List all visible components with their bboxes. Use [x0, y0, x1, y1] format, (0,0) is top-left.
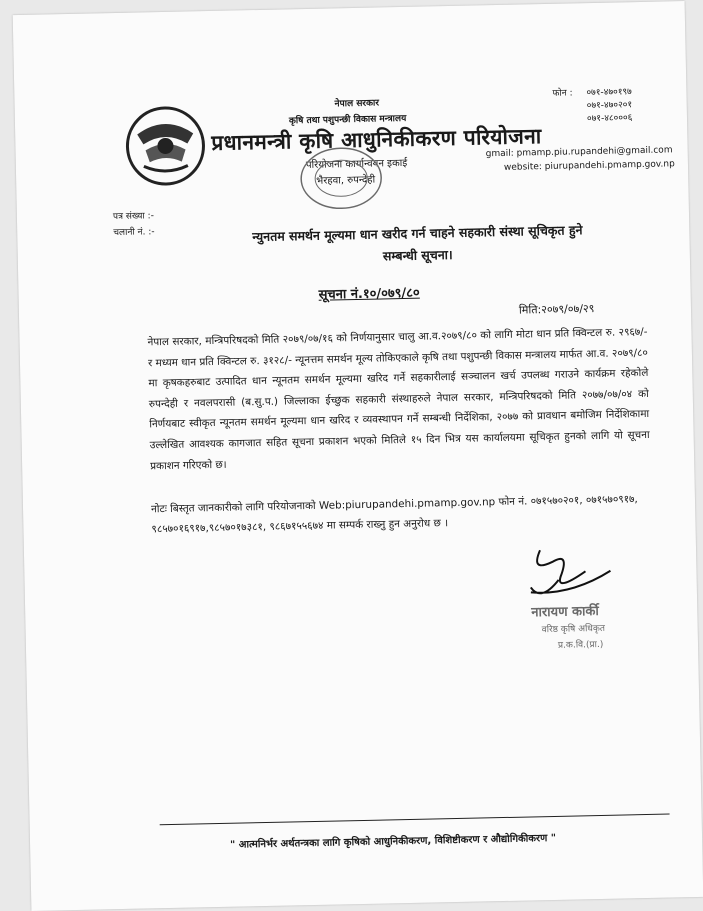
email-address: gmail: pmamp.piu.rupandehi@gmail.com	[485, 145, 673, 160]
ministry-name: कृषि तथा पशुपन्छी विकास मन्त्रालय	[288, 113, 407, 127]
signatory-designation: वरिष्ठ कृषि अधिकृत	[541, 623, 606, 636]
notice-number: सूचना नं.१०/०७९/८०	[318, 285, 420, 303]
notice-note: नोटः बिस्तृत जानकारीको लागि परियोजनाको Web:piurupandehi.pmamp.gov.np फोन नं. ०७१५७०२०१, ०७१५७०९१७, ९८५७०१६९१७,९८५७०१७३८१, ९८६७१५५६७४ मा सम्पर्क राख्नु हुन अनुरोध छ ।	[150, 493, 638, 536]
subject-line: न्युनतम समर्थन मूल्यमा धान खरीद गर्न चाहने सहकारी संस्था सूचिकृत हुने	[252, 222, 583, 245]
notice-subject	[207, 218, 628, 271]
letter-number-label: पत्र संख्या :-	[112, 211, 155, 223]
footer-slogan: " आत्मनिर्भर अर्थतन्त्रका लागि कृषिको आधुनिकीकरण, विशिष्टीकरण र औद्योगिकीकरण "	[230, 832, 557, 851]
signatory-name: नारायण कार्की	[531, 603, 599, 621]
implementation-unit: परियोजना कार्यान्वयन इकाई	[305, 157, 408, 172]
project-title: प्रधानमन्त्री कृषि आधुनिकीकरण परियोजना	[211, 124, 542, 155]
office-location: भैरहवा, रुपन्देही	[316, 174, 376, 187]
letter-page	[13, 1, 703, 911]
dispatch-number-label: चलानी नं. :-	[113, 227, 155, 239]
office-stamp	[285, 135, 397, 217]
signatory-office: प्र.क.वि.(प्रा.)	[557, 639, 604, 651]
government-name: नेपाल सरकार	[334, 98, 380, 110]
phone-number: ०७१-४७०२०१	[586, 100, 633, 112]
website-address: website: piurupandehi.pmamp.gov.np	[503, 159, 675, 173]
subject-line: सम्बन्धी सूचना।	[382, 246, 453, 264]
notice-date: मिति:२०७९/०७/२९	[518, 302, 595, 317]
phone-number: ०७१-४७०१९७	[586, 87, 632, 99]
notice-body: नेपाल सरकार, मन्त्रिपरिषदको मिति २०७९/०७/१६ को निर्णयानुसार चालु आ.व.२०७९/८० को लागि मोटा धान प्रति क्विन्टल रु. २९६७/- र मध्यम धान प्रति क्विन्टल रु. ३१२८/- न्यूनत्तम समर्थन मूल्य तोकिएकाले कृषि तथा पशुपन्छी विकास मन्त्रालय मार्फत आ.व. २०७९/८० मा कृषकहरुबाट उत्पादित धान न्यूनतम समर्थन मूल्यमा खरिद गर्ने सहकारीलाई सञ्चालन खर्च उपलब्ध गराउने कार्यक्रम रहेकोले रुपन्देही र नवलपरासी (ब.सु.प.) जिल्लाका ईच्छुक सहकारी संस्थाहरुले नेपाल सरकार, मन्त्रिपरिषदको मिति २०७७/०७/०४ को निर्णयबाट स्वीकृत न्यूनतम समर्थन मूल्यमा धान खरिद र व्यवस्थापन गर्ने सम्बन्धी निर्देशिका, २०७७ को प्रावधान बमोजिम निर्देशिकामा उल्लेखित आवश्यक कागजात सहित सूचना प्रकाशन भएको मितिले १५ दिन भित्र यस कार्यालयमा सूचिकृत हुनको लागि यो सूचना प्रकाशन गरिएको छ।	[147, 325, 650, 472]
phone-label: फोन :	[552, 88, 573, 99]
footer-divider	[160, 814, 670, 826]
nepal-emblem-logo	[123, 103, 209, 189]
phone-number: ०७१-४८०००६	[586, 113, 633, 125]
signature-block	[500, 530, 653, 673]
